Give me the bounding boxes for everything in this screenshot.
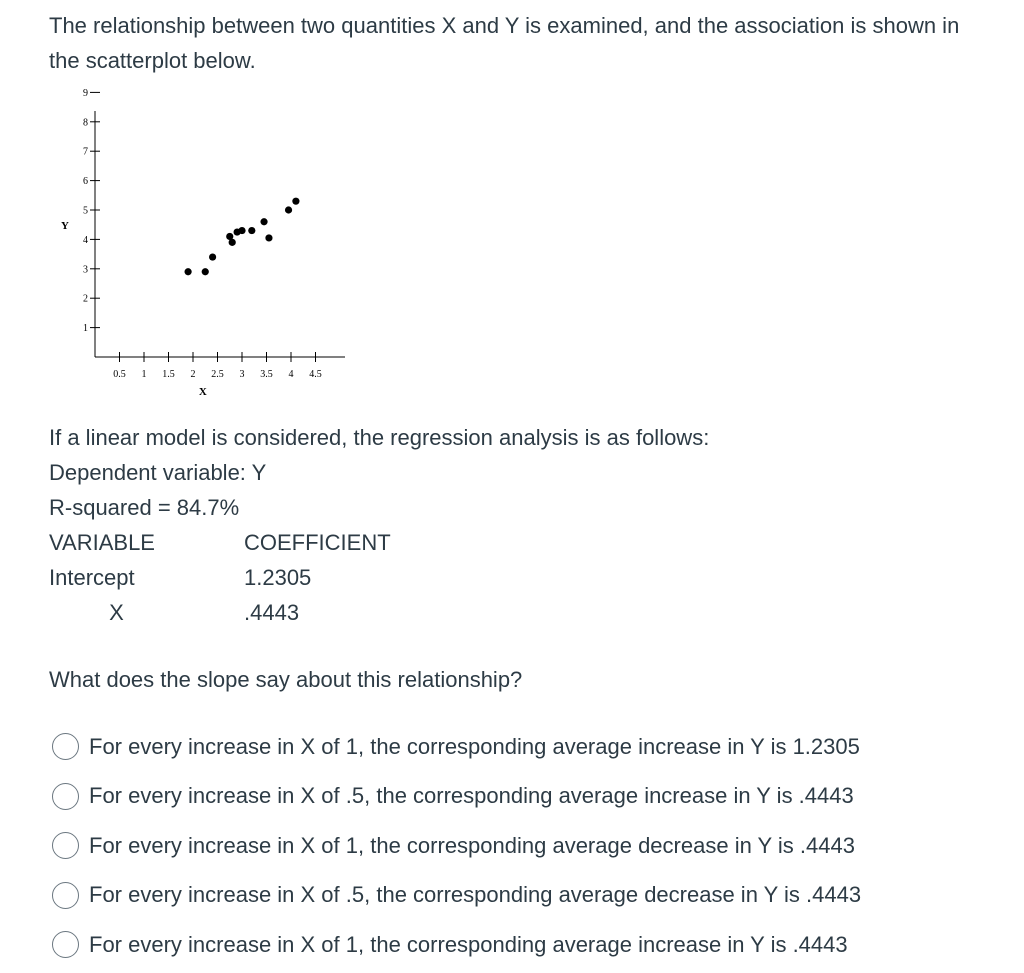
radio-button[interactable] xyxy=(52,832,79,859)
table-header-row xyxy=(49,525,391,560)
table-row xyxy=(49,595,391,630)
y-tick-label: 3 xyxy=(83,264,88,276)
answer-label: For every increase in X of .5, the corresponding average increase in Y is .4443 xyxy=(89,783,854,809)
answer-option-2[interactable] xyxy=(52,772,861,822)
regression-output xyxy=(49,420,709,630)
question-prompt: What does the slope say about this relationship? xyxy=(49,667,523,692)
data-point xyxy=(185,268,192,275)
y-tick-label: 8 xyxy=(83,117,88,129)
radio-button[interactable] xyxy=(52,783,79,810)
data-point xyxy=(292,198,299,205)
answer-option-5[interactable] xyxy=(52,920,861,970)
coefficient-table xyxy=(49,525,391,630)
answer-label: For every increase in X of 1, the corresponding average increase in Y is 1.2305 xyxy=(89,733,860,759)
radio-button[interactable] xyxy=(52,931,79,958)
row-coefficient: .4443 xyxy=(244,600,300,625)
x-tick-label: 4.5 xyxy=(309,369,322,380)
data-point xyxy=(265,234,272,241)
y-tick-label: 6 xyxy=(83,176,88,188)
header-variable: VARIABLE xyxy=(49,530,155,555)
answer-list xyxy=(52,722,861,970)
header-coefficient: COEFFICIENT xyxy=(244,530,391,555)
answer-option-3[interactable] xyxy=(52,821,861,871)
data-point xyxy=(248,227,255,234)
y-axis-label: Y xyxy=(61,220,69,233)
data-point xyxy=(238,227,245,234)
r-squared: R-squared = 84.7% xyxy=(49,495,240,520)
x-tick-label: 1.5 xyxy=(162,369,175,380)
row-variable: Intercept xyxy=(49,565,135,590)
y-tick-label: 9 xyxy=(83,87,88,99)
scatterplot xyxy=(55,87,355,403)
x-tick-label: 2 xyxy=(190,369,196,380)
answer-label: For every increase in X of 1, the corresponding average increase in Y is .4443 xyxy=(89,931,848,957)
y-tick-label: 5 xyxy=(83,205,88,217)
data-point xyxy=(202,268,209,275)
row-coefficient: 1.2305 xyxy=(244,565,312,590)
question-intro: The relationship between two quantities X and Y is examined, and the association is shown in the scatterplot below. xyxy=(49,13,960,73)
y-tick-label: 1 xyxy=(83,323,88,335)
y-tick-label: 2 xyxy=(83,293,88,305)
y-tick-label: 7 xyxy=(83,146,88,158)
x-tick-label: 1 xyxy=(141,369,147,380)
x-tick-label: 3.5 xyxy=(260,369,273,380)
y-tick-label: 4 xyxy=(83,234,88,246)
answer-option-4[interactable] xyxy=(52,871,861,921)
data-point xyxy=(209,253,216,260)
data-point xyxy=(260,218,267,225)
x-axis-label: X xyxy=(198,386,207,398)
x-tick-label: 2.5 xyxy=(211,369,224,380)
data-point xyxy=(229,239,236,246)
answer-label: For every increase in X of 1, the corresponding average decrease in Y is .4443 xyxy=(89,832,855,858)
data-point xyxy=(285,206,292,213)
radio-button[interactable] xyxy=(52,882,79,909)
scatterplot-svg xyxy=(55,87,355,403)
row-variable: X xyxy=(109,600,124,625)
table-row xyxy=(49,560,391,595)
regression-intro: If a linear model is considered, the regression analysis is as follows: xyxy=(49,425,710,450)
answer-label: For every increase in X of .5, the corresponding average decrease in Y is .4443 xyxy=(89,882,862,908)
x-tick-label: 0.5 xyxy=(113,369,126,380)
dependent-variable: Dependent variable: Y xyxy=(49,460,267,485)
radio-button[interactable] xyxy=(52,733,79,760)
x-tick-label: 4 xyxy=(288,369,294,380)
x-tick-label: 3 xyxy=(239,369,245,380)
answer-option-1[interactable] xyxy=(52,722,861,772)
